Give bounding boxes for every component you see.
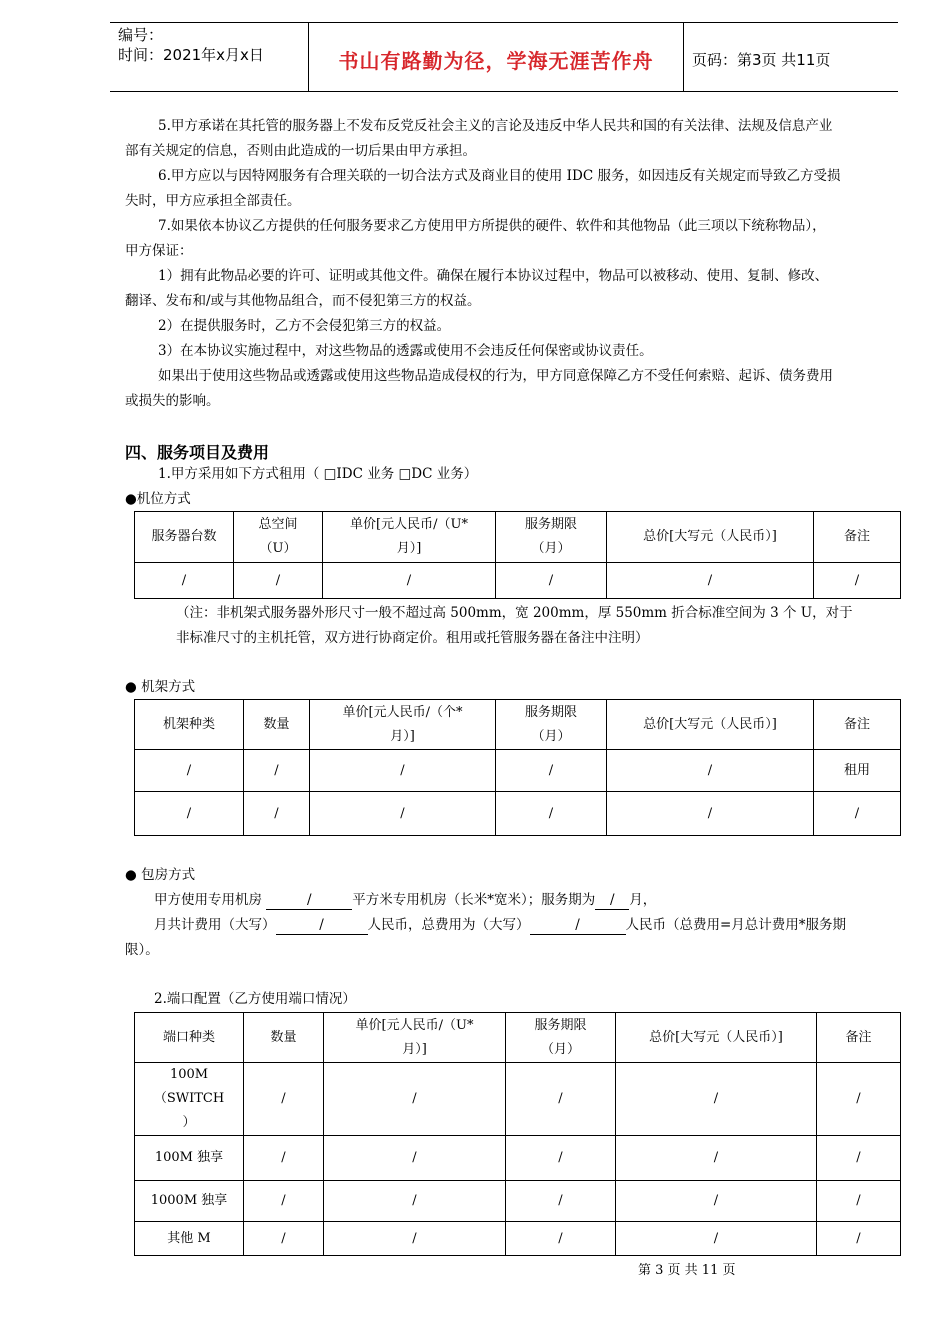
header-cell: 数量 — [244, 1013, 324, 1063]
table-note: （注：非机架式服务器外形尺寸一般不超过高 500mm，宽 200mm，厚 550mm 折合标准空间为 3 个 U，对于 — [176, 605, 853, 621]
rack-method-label: ● 机架方式 — [125, 679, 196, 695]
table-cell: / — [324, 1222, 506, 1256]
table-cell: / — [244, 792, 310, 836]
indemnity-clause-cont: 或损失的影响。 — [125, 393, 220, 409]
header-cell: 服务器台数 — [135, 512, 234, 563]
table-cell: / — [244, 1222, 324, 1256]
header-cell: 总价[大写元（人民币）] — [616, 1013, 817, 1063]
room-fee-line: 月共计费用（大写） / 人民币，总费用为（大写） / 人民币（总费用=月总计费用*服务期 — [154, 917, 847, 933]
header-cell: 备注 — [817, 1013, 901, 1063]
table-note-cont: 非标准尺寸的主机托管，双方进行协商定价。租用或托管服务器在备注中注明） — [176, 630, 649, 646]
table-cell: / — [817, 1063, 901, 1136]
guarantee-1: 1）拥有此物品必要的许可、证明或其他文件。确保在履行本协议过程中，物品可以被移动、使用、复制、修改、 — [158, 268, 829, 284]
table-cell: / — [244, 1063, 324, 1136]
table-cell: / — [616, 1063, 817, 1136]
table-cell: 1000M 独享 — [135, 1181, 244, 1222]
table-cell: / — [616, 1181, 817, 1222]
room-method-label: ● 包房方式 — [125, 867, 196, 883]
table-cell: / — [496, 563, 607, 599]
table-row — [135, 1136, 901, 1181]
table-cell: / — [310, 750, 496, 792]
table-row — [135, 1222, 901, 1256]
table-cell: / — [135, 750, 244, 792]
header-cell: 备注 — [814, 700, 901, 750]
cabinet-position-table — [134, 511, 901, 599]
clause-6: 6.甲方应以与因特网服务有合理关联的一切合法方式及商业目的使用 IDC 服务，如因违反有关规定而导致乙方受损 — [158, 168, 841, 184]
table-cell: / — [607, 563, 814, 599]
header-cell: 总空间 （U） — [234, 512, 323, 563]
document-number-label: 编号： — [118, 26, 164, 44]
header-meta — [118, 25, 264, 65]
header-cell: 机架种类 — [135, 700, 244, 750]
guarantee-2: 2）在提供服务时，乙方不会侵犯第三方的权益。 — [158, 318, 451, 334]
table-cell: / — [324, 1181, 506, 1222]
table-cell: / — [616, 1222, 817, 1256]
table-cell: / — [496, 750, 607, 792]
table-cell: / — [814, 792, 901, 836]
table-cell: / — [244, 1136, 324, 1181]
table-cell: / — [616, 1136, 817, 1181]
header-cell: 总价[大写元（人民币）] — [607, 700, 814, 750]
table-row — [135, 750, 901, 792]
port-config-table — [134, 1012, 901, 1256]
monthly-fee-blank: / — [276, 916, 368, 935]
table-header-row — [135, 1013, 901, 1063]
table-row — [135, 1181, 901, 1222]
clause-7-cont: 甲方保证： — [125, 243, 193, 259]
room-area-line: 甲方使用专用机房 / 平方米专用机房（长米*宽米）；服务期为 / 月， — [154, 892, 657, 908]
header-cell: 服务期限 （月） — [496, 512, 607, 563]
header-motto: 书山有路勤为径，学海无涯苦作舟 — [338, 49, 654, 73]
clause-7: 7.如果依本协议乙方提供的任何服务要求乙方使用甲方所提供的硬件、软件和其他物品（此三项以下统称物品）， — [158, 218, 826, 234]
table-cell: / — [607, 750, 814, 792]
port-config-label: 2.端口配置（乙方使用端口情况） — [154, 991, 356, 1007]
service-period-blank: / — [595, 891, 629, 910]
table-cell: / — [234, 563, 323, 599]
indemnity-clause: 如果出于使用这些物品或透露或使用这些物品造成侵权的行为，甲方同意保障乙方不受任何索赔、起诉、债务费用 — [158, 368, 833, 384]
section-4-title: 四、服务项目及费用 — [125, 443, 270, 462]
table-cell: 100M 独享 — [135, 1136, 244, 1181]
clause-6-cont: 失时，甲方应承担全部责任。 — [125, 193, 301, 209]
page-footer: 第 3 页 共 11 页 — [638, 1263, 736, 1278]
table-cell: / — [814, 563, 901, 599]
header-cell: 单价[元人民币/（U* 月）] — [323, 512, 496, 563]
table-cell: / — [324, 1136, 506, 1181]
header-divider — [683, 23, 684, 91]
table-cell: / — [496, 792, 607, 836]
table-cell: / — [135, 563, 234, 599]
guarantee-3: 3）在本协议实施过程中，对这些物品的透露或使用不会违反任何保密或协议责任。 — [158, 343, 653, 359]
page-header — [110, 22, 898, 92]
header-cell: 备注 — [814, 512, 901, 563]
table-cell: / — [506, 1063, 616, 1136]
cabinet-position-label: ●机位方式 — [125, 491, 191, 507]
header-cell: 单价[元人民币/（U* 月）] — [324, 1013, 506, 1063]
table-cell: / — [244, 1181, 324, 1222]
table-cell: / — [506, 1136, 616, 1181]
table-cell: 租用 — [814, 750, 901, 792]
table-cell: / — [323, 563, 496, 599]
total-fee-blank: / — [530, 916, 626, 935]
table-header-row — [135, 512, 901, 563]
header-cell: 服务期限 （月） — [496, 700, 607, 750]
header-cell: 数量 — [244, 700, 310, 750]
table-cell: 其他 M — [135, 1222, 244, 1256]
clause-5-cont: 部有关规定的信息，否则由此造成的一切后果由甲方承担。 — [125, 143, 476, 159]
header-divider — [308, 23, 309, 91]
table-cell: / — [506, 1222, 616, 1256]
header-cell: 总价[大写元（人民币）] — [607, 512, 814, 563]
table-cell: / — [135, 792, 244, 836]
table-cell: / — [324, 1063, 506, 1136]
table-cell: / — [244, 750, 310, 792]
table-row — [135, 1063, 901, 1136]
table-cell: / — [506, 1181, 616, 1222]
clause-5: 5.甲方承诺在其托管的服务器上不发布反党反社会主义的言论及违反中华人民共和国的有关法律、法规及信息产业 — [158, 118, 833, 134]
header-page-info: 页码：第3页 共11页 — [692, 51, 831, 69]
table-cell: / — [817, 1136, 901, 1181]
guarantee-1-cont: 翻译、发布和/或与其他物品组合，而不侵犯第三方的权益。 — [125, 293, 481, 309]
table-cell: / — [310, 792, 496, 836]
table-cell: 100M（SWITCH ） — [135, 1063, 244, 1136]
room-area-blank: / — [266, 891, 352, 910]
header-cell: 服务期限 （月） — [506, 1013, 616, 1063]
table-row — [135, 563, 901, 599]
table-row — [135, 792, 901, 836]
table-cell: / — [817, 1181, 901, 1222]
header-cell: 单价[元人民币/（个* 月）] — [310, 700, 496, 750]
table-header-row — [135, 700, 901, 750]
table-cell: / — [607, 792, 814, 836]
document-date: 时间：2021年x月x日 — [118, 46, 264, 64]
header-cell: 端口种类 — [135, 1013, 244, 1063]
rental-method: 1.甲方采用如下方式租用（ □IDC 业务 □DC 业务） — [158, 466, 478, 482]
table-cell: / — [817, 1222, 901, 1256]
rack-table — [134, 699, 901, 836]
room-fee-line-cont: 限）。 — [125, 942, 159, 958]
